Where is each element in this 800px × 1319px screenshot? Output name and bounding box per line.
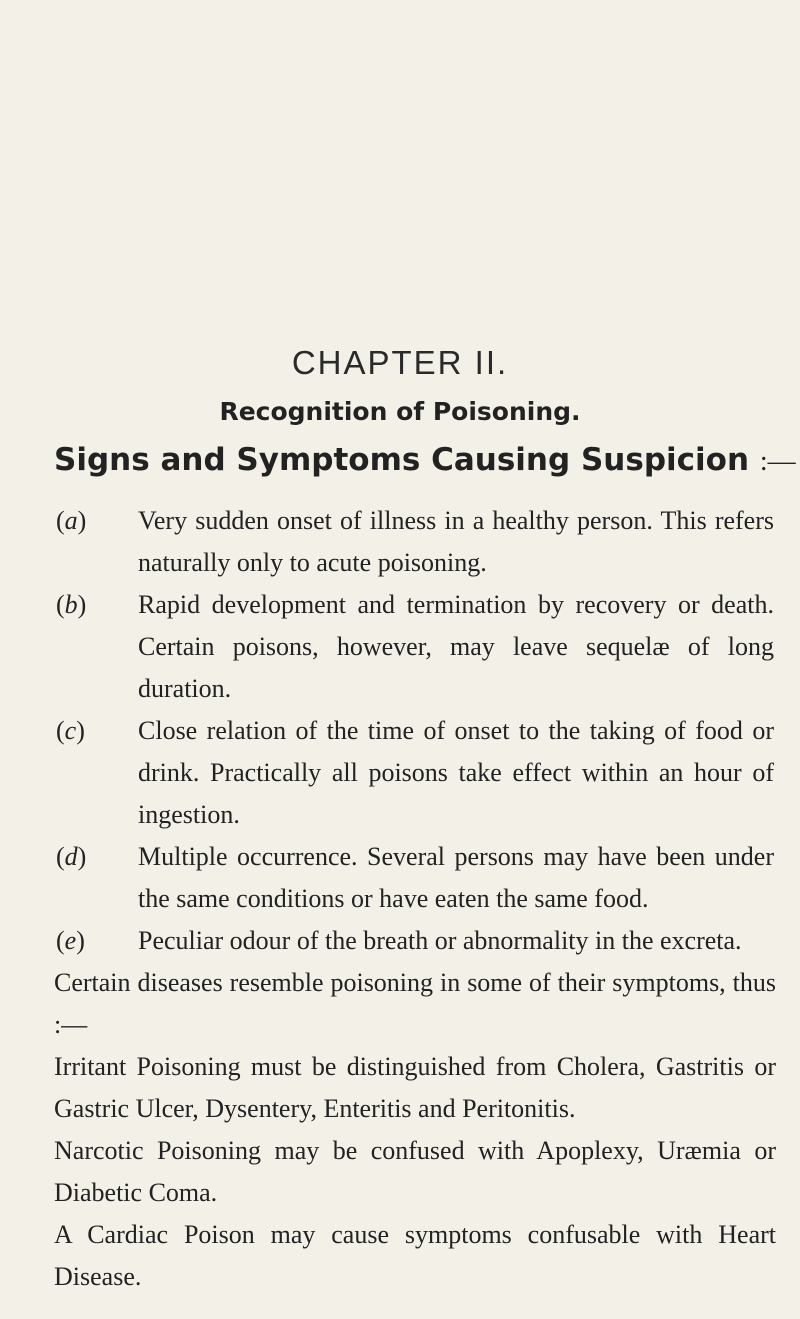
list-item <box>54 920 774 962</box>
section-heading-suffix: :— <box>759 446 796 477</box>
list-item-text: Multiple occurrence. Several persons may have been under the same conditions or have eaten the same food. <box>138 842 774 913</box>
list-item-text: Close relation of the time of onset to the taking of food or drink. Practically all poisons take effect within an hour of ingestion. <box>138 716 774 829</box>
list-item-text: Rapid development and termination by recovery or death. Certain poisons, however, may leave sequelæ of long duration. <box>138 590 774 703</box>
list-item <box>54 710 774 836</box>
paragraph: Certain diseases resemble poisoning in some of their symptoms, thus :— <box>54 968 776 1039</box>
section-heading <box>54 442 796 478</box>
list-item <box>54 500 774 584</box>
paragraph: Irritant Poisoning must be distinguished from Cholera, Gastritis or Gastric Ulcer, Dysentery, Enteritis and Peritonitis. <box>54 1052 776 1123</box>
section-heading-text: Signs and Symptoms Causing Suspicion <box>54 442 750 478</box>
list-item <box>54 584 774 710</box>
list-item <box>54 836 774 920</box>
paragraph: A Cardiac Poison may cause symptoms confusable with Heart Disease. <box>54 1220 776 1291</box>
paragraph: Narcotic Poisoning may be confused with Apoplexy, Uræmia or Diabetic Coma. <box>54 1136 776 1207</box>
list-item-marker: (e) <box>56 926 85 955</box>
list-item-text: Peculiar odour of the breath or abnormality in the excreta. <box>138 926 742 955</box>
list-item-text: Very sudden onset of illness in a healthy person. This refers naturally only to acute poisoning. <box>138 506 774 577</box>
list-item-marker: (c) <box>56 716 85 745</box>
list-item-marker: (a) <box>56 506 87 535</box>
list-item-marker: (d) <box>56 842 87 871</box>
list-item-marker: (b) <box>56 590 87 619</box>
chapter-number: CHAPTER II. <box>291 344 509 381</box>
chapter-title: Recognition of Poisoning. <box>219 397 581 426</box>
